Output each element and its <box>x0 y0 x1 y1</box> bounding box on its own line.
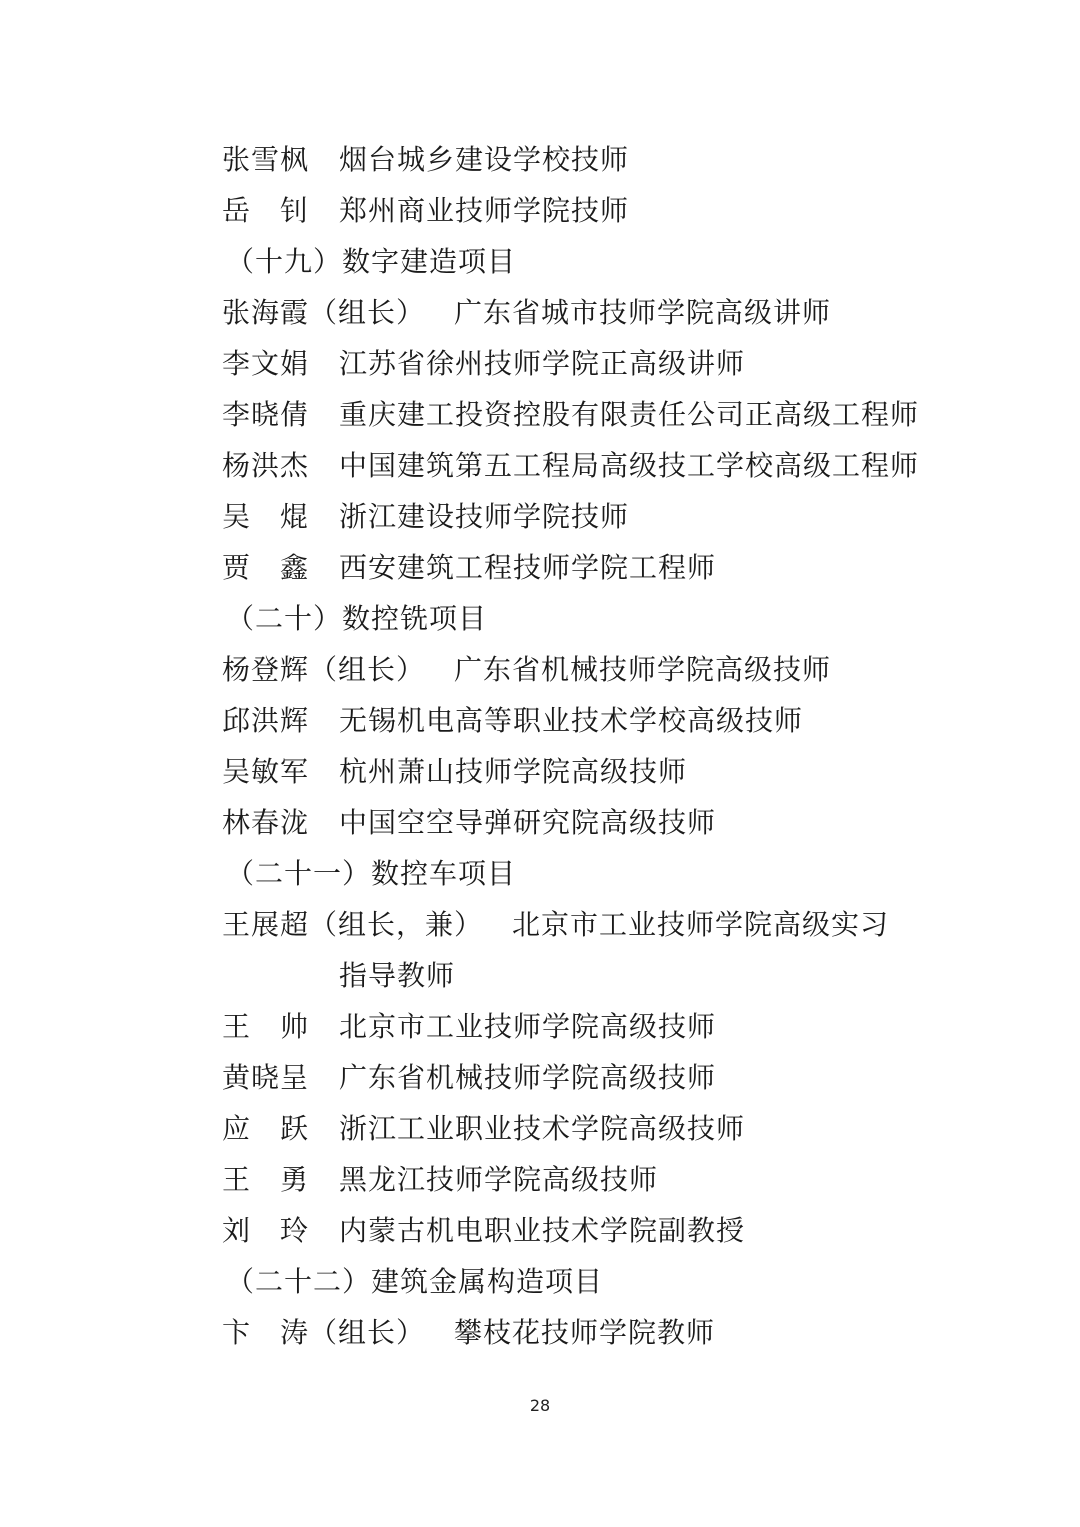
member-name: 王 帅 <box>222 1010 310 1043</box>
member-name: 岳 钊 <box>222 194 310 227</box>
section-heading <box>222 1256 922 1307</box>
section-heading <box>222 236 922 287</box>
list-item <box>222 644 922 695</box>
member-affiliation: 广东省机械技师学院高级技师 <box>339 1061 717 1094</box>
member-name: 王展超（组长，兼） <box>222 908 484 941</box>
list-item <box>222 1307 922 1358</box>
list-item <box>222 899 922 950</box>
member-affiliation-continued: 指导教师 <box>339 959 456 992</box>
member-name: 李晓倩 <box>222 398 310 431</box>
list-item <box>222 1154 922 1205</box>
list-item <box>222 134 922 185</box>
list-item <box>222 185 922 236</box>
section-title: （二十一）数控车项目 <box>226 857 517 890</box>
member-affiliation: 攀枝花技师学院教师 <box>454 1316 716 1349</box>
member-name: 吴 焜 <box>222 500 310 533</box>
member-name: 林春泷 <box>222 806 310 839</box>
member-affiliation: 烟台城乡建设学校技师 <box>339 143 630 176</box>
member-name: 卞 涛（组长） <box>222 1316 426 1349</box>
member-affiliation: 西安建筑工程技师学院工程师 <box>339 551 717 584</box>
member-name: 王 勇 <box>222 1163 310 1196</box>
member-affiliation: 郑州商业技师学院技师 <box>339 194 630 227</box>
member-name: 黄晓呈 <box>222 1061 310 1094</box>
member-affiliation: 北京市工业技师学院高级技师 <box>339 1010 717 1043</box>
member-name: 张海霞（组长） <box>222 296 426 329</box>
member-name: 贾 鑫 <box>222 551 310 584</box>
section-heading <box>222 593 922 644</box>
section-title: （二十）数控铣项目 <box>226 602 488 635</box>
member-name: 应 跃 <box>222 1112 310 1145</box>
member-list <box>222 134 922 1358</box>
member-affiliation: 浙江建设技师学院技师 <box>339 500 630 533</box>
member-affiliation: 广东省城市技师学院高级讲师 <box>454 296 832 329</box>
list-item <box>222 287 922 338</box>
list-item <box>222 1205 922 1256</box>
member-name: 吴敏军 <box>222 755 310 788</box>
list-item <box>222 797 922 848</box>
list-item <box>222 1103 922 1154</box>
section-title: （十九）数字建造项目 <box>226 245 517 278</box>
list-item <box>222 440 922 491</box>
list-item <box>222 695 922 746</box>
member-name: 邱洪辉 <box>222 704 310 737</box>
member-name: 李文娟 <box>222 347 310 380</box>
member-affiliation: 广东省机械技师学院高级技师 <box>454 653 832 686</box>
member-name: 杨登辉（组长） <box>222 653 426 686</box>
list-item-continuation <box>222 950 922 1001</box>
member-name: 张雪枫 <box>222 143 310 176</box>
member-affiliation: 黑龙江技师学院高级技师 <box>339 1163 659 1196</box>
member-affiliation: 内蒙古机电职业技术学院副教授 <box>339 1214 746 1247</box>
member-affiliation: 杭州萧山技师学院高级技师 <box>339 755 688 788</box>
list-item <box>222 491 922 542</box>
member-affiliation: 北京市工业技师学院高级实习 <box>512 908 890 941</box>
list-item <box>222 1052 922 1103</box>
member-affiliation: 中国建筑第五工程局高级技工学校高级工程师 <box>339 449 920 482</box>
member-name: 杨洪杰 <box>222 449 310 482</box>
list-item <box>222 1001 922 1052</box>
list-item <box>222 542 922 593</box>
member-affiliation: 无锡机电高等职业技术学校高级技师 <box>339 704 804 737</box>
list-item <box>222 338 922 389</box>
list-item <box>222 389 922 440</box>
member-affiliation: 浙江工业职业技术学院高级技师 <box>339 1112 746 1145</box>
member-name: 刘 玲 <box>222 1214 310 1247</box>
section-heading <box>222 848 922 899</box>
list-item <box>222 746 922 797</box>
member-affiliation: 江苏省徐州技师学院正高级讲师 <box>339 347 746 380</box>
section-title: （二十二）建筑金属构造项目 <box>226 1265 604 1298</box>
member-affiliation: 中国空空导弹研究院高级技师 <box>339 806 717 839</box>
member-affiliation: 重庆建工投资控股有限责任公司正高级工程师 <box>339 398 920 431</box>
page-number: 28 <box>529 1396 551 1415</box>
